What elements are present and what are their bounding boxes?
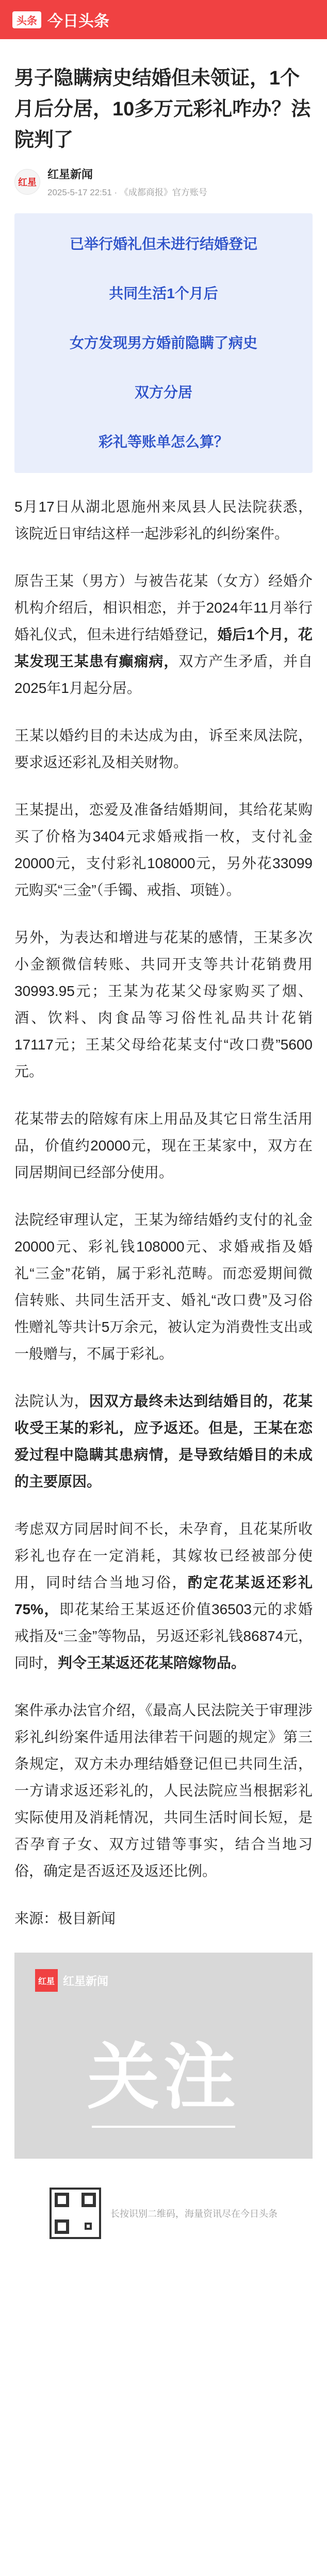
article-paragraph: [14, 1207, 313, 1367]
text-run: 案件承办法官介绍，《最高人民法院关于审理涉彩礼纠纷案件适用法律若干问题的规定》第三条规定，双方未办理结婚登记但已共同生活，一方请求返还彩礼的，人民法院应当根据彩礼实际使用及消耗情况，共同生活时间长短，是否孕育子女、双方过错等事实，结合当地习俗，确定是否返还及返还比例。: [14, 1702, 313, 1879]
highlight-item: 双方分居: [134, 384, 192, 400]
bold-text-run: 因双方最终未达到结婚目的，花某收受王某的彩礼，应予返还。但是，王某在恋爱过程中隐瞒其患病情，是导致结婚目的未成的主要原因。: [14, 1393, 313, 1489]
text-run: 另外，为表达和增进与花某的感情，王某多次小金额微信转账、共同开支等共计花销费用30993.95元；王某为花某父母家购买了烟、酒、饮料、肉食品等习俗性礼品共计花销17117元；王某父母给花某支付“改口费”5600元。: [14, 929, 313, 1079]
card-big-text: 关注: [87, 2037, 240, 2117]
follow-card-image: [14, 1953, 313, 2159]
highlight-item: 已举行婚礼但未进行结婚登记: [69, 236, 257, 252]
text-run: 双方产生矛盾，并自2025年1月起分居。: [14, 653, 313, 696]
highlight-item: 彩礼等账单怎么算？: [98, 434, 228, 450]
card-divider: [92, 2126, 235, 2128]
qr-code-icon[interactable]: [50, 2188, 101, 2239]
share-footer: [14, 2188, 313, 2239]
highlight-item: 共同生活1个月后: [109, 285, 218, 301]
article: [0, 63, 327, 2239]
toutiao-logo-icon: 头条: [12, 11, 41, 28]
text-run: 法院认为，: [14, 1393, 89, 1409]
article-paragraph: [14, 494, 313, 547]
article-paragraph: [14, 924, 313, 1085]
article-title: 男子隐瞒病史结婚但未领证，1个月后分居，10多万元彩礼咋办？法院判了: [14, 67, 311, 151]
app-top-bar: [0, 0, 327, 39]
footer-text: 长按识别二维码，海量资讯尽在今日头条: [110, 2209, 277, 2219]
article-paragraph: [14, 796, 313, 904]
highlight-item: 女方发现男方婚前隐瞒了病史: [69, 335, 257, 351]
bold-text-run: 酌定花某返还彩礼75%，: [14, 1574, 313, 1617]
text-run: 原告王某（男方）与被告花某（女方）经婚介机构介绍后，相识相恋，并于2024年11月举行婚礼仪式，但未进行结婚登记，: [14, 573, 313, 642]
source-avatar[interactable]: 红星: [14, 169, 40, 195]
bold-text-run: 判令王某返还花某陪嫁物品。: [58, 1655, 246, 1671]
highlight-box: [14, 213, 313, 473]
app-name: 今日头条: [47, 13, 109, 30]
bold-text-run: 婚后1个月，花某发现王某患有癫痫病，: [14, 626, 313, 669]
source-row[interactable]: [14, 166, 313, 198]
article-paragraph: [14, 1516, 313, 1676]
text-run: 即花某给王某返还价值36503元的求婚戒指及“三金”等物品，另返还彩礼钱86874元，同时，: [14, 1601, 313, 1671]
source-name[interactable]: 红星新闻: [47, 168, 93, 181]
text-run: 法院经审理认定，王某为缔结婚约支付的礼金20000元、彩礼钱108000元、求婚戒指及婚礼“三金”花销，属于彩礼范畴。而恋爱期间微信转账、共同生活开支、婚礼“改口费”及习俗性赠礼等共计5万余元，被认定为消费性支出或一般赠与，不属于彩礼。: [14, 1212, 313, 1362]
article-source-credit: [14, 1905, 313, 1932]
text-run: 王某提出，恋爱及准备结婚期间，其给花某购买了价格为3404元求婚戒指一枚，支付礼金20000元，支付彩礼108000元，另外花33099元购买“三金”（手镯、戒指、项链）。: [14, 802, 313, 898]
article-paragraph: [14, 1388, 313, 1495]
text-run: 王某以婚约目的未达成为由，诉至来凤法院，要求返还彩礼及相关财物。: [14, 727, 313, 770]
card-logo: [35, 1969, 108, 1992]
source-timestamp: 2025-5-17 22:51 · 《成都商报》官方账号: [47, 188, 207, 197]
text-run: 5月17日从湖北恩施州来凤县人民法院获悉，该院近日审结这样一起涉彩礼的纠纷案件。: [14, 499, 313, 541]
text-run: 来源：极目新闻: [14, 1910, 116, 1926]
text-run: 考虑双方同居时间不长，未孕育，且花某所收彩礼也存在一定消耗，其嫁妆已经被部分使用，同时结合当地习俗，: [14, 1521, 313, 1590]
article-paragraph: [14, 1697, 313, 1885]
text-run: 花某带去的陪嫁有床上用品及其它日常生活用品，价值约20000元，现在王某家中，双方在同居期间已经部分使用。: [14, 1111, 313, 1180]
article-paragraph: [14, 1106, 313, 1186]
card-logo-icon: 红星: [35, 1969, 58, 1992]
article-paragraph: [14, 568, 313, 702]
card-logo-text: 红星新闻: [63, 1974, 109, 1988]
source-meta: [47, 166, 207, 198]
article-paragraph: [14, 722, 313, 776]
article-body: [14, 494, 313, 1932]
